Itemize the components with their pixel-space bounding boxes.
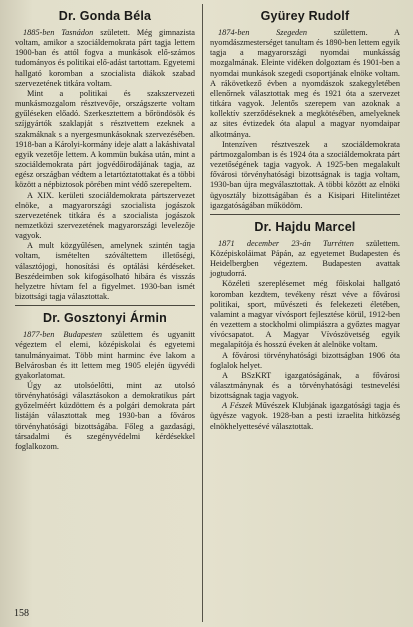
entry-name: Dr. Gonda Béla xyxy=(58,9,152,23)
entry-paragraph: A mult közgyűlésen, amelynek szintén tagja voltam, ismételten szóváltettem illetőségi, választójogi, honosítási és optálási kérdéseket. Beszédeimben sok kifogásolható hibára és visszás helyzetre hívtam fel a figyelmet. 1930-ban ismét bizottsági tagja választottak. xyxy=(15,241,195,302)
right-column xyxy=(210,6,400,432)
entry-paragraph: Mint a politikai és szakszervezeti munkásmozgalom résztvevője, országszerte voltam gyűléseken előadó. Szerkesztettem a bőröndösök és szíjgyártók szaklapját s résztvettem ezeknek a szakmáknak s a nyergesmunkásoknak szervezésében. 1918-ban a Károlyi-kormány ideje alatt a lakáshivatal egyik vezetője lettem. A kommün bukása után, mint a szociáldemokrata párt jogvédőirodájának tagja, az egész országban védtem a letartóztatottakat és a többi között a népbiztosok pörében mint védő szerepeltem. xyxy=(15,88,195,190)
left-column xyxy=(15,6,195,452)
birth-place-italic: 1877-ben Budapesten xyxy=(23,330,103,340)
entry-paragraph: A fővárosi törvényhatósági bizottságban 1906 óta foglalok helyet. xyxy=(210,350,400,370)
paragraph-text: született. Még gimnazista voltam, amikor a szociáldemokrata párt tagja lettem 1900-ban és attól fogva a munkások elő-számos tudományos és politikai elő-adást tartottam. Egyetemi hallgató koromban a szocialista diákok szabad szervezetének titkára voltam. xyxy=(15,28,195,88)
page-number: 158 xyxy=(14,608,29,619)
paragraph-text: születtem és ugyanitt végeztem el elemi, középiskolai és egyetemi tanulmányaimat. Több mint harminc éve lakom a Belvárosban és itt lettem meg 1905 elején ügyvédi gyakorlatomat. xyxy=(15,330,195,380)
entry-name: Dr. Hajdu Marcel xyxy=(254,219,356,234)
entry-gonda-bela xyxy=(15,8,195,302)
entry-paragraph: Intenzíven résztveszek a szociáldemokrata pártmozgalomban is és 1924 óta a szociáldemokrata párt vezetőségének tagja vagyok. A 1925-ben megalakult fővárosi törvényhatósági bizottságnak is tagja voltam, 1930-ban újra megválasztottak. A többi között az elnöki ügyosztály bizottságában és a Kisipari Hitelintézet igazgatóságában működöm. xyxy=(210,139,400,210)
entry-paragraph xyxy=(15,28,195,89)
paragraph-text: születtem. A nyomdászmesterséget tanultam és 1890-ben lettem egyik tagja a magyarországi nyomdai munkásság mozgalmának. Eleinte vidéken dolgoztam és 1901-ben a nyomdai munkások szegedi csoportjának elnöke voltam. A rákövetkező évben a nyomdászok szakegyletében ellenőrnek választottak meg és 1921 óta a szervezet titkára vagyok. Jelentős szerepem van azoknak a kollektív szerződéseknek a megkötésében, amelyeknek az sites évtizedek óta alapul a magyar nyomdaipar alkotmánya. xyxy=(210,28,400,139)
entry-paragraph: Közéleti szereplésemet még főiskolai hallgató koromban kezdtem, tevékeny részt véve a fővárosi politikai, sport, művészeti és felekezeti életében, valamint a magyar vívósport fejlesztése körül, 1912-ben én vezettem a stockholmi olimpiászra a győztes magyar vívócsapatot. A Magyar Vívószövetség egyik megalapítója és hosszú éveken át alelnöke voltam. xyxy=(210,279,400,350)
entry-paragraph xyxy=(210,401,400,431)
entry-name: Gyürey Rudolf xyxy=(260,9,350,23)
birth-place-italic: 1871 december 23-án Turrétten xyxy=(218,238,354,248)
entry-gyurey-rudolf xyxy=(210,8,400,211)
birth-place-italic: 1874-ben Szegeden xyxy=(218,28,307,37)
paragraph-text: Művészek Klubjának igazgatósági tagja és ügyésze vagyok. 1928-ban a pesti izraelita hitközség elnökhelyettesévé választottak. xyxy=(210,401,400,431)
entry-paragraph xyxy=(15,330,195,381)
section-divider xyxy=(15,305,195,306)
paragraph-text: születtem. Középiskoláimat Pápán, az egyetemet Budapesten és Heidelbergben végeztem. Budapesten avattak jogtudorrá. xyxy=(210,238,400,279)
entry-paragraph xyxy=(210,28,400,140)
section-divider xyxy=(210,214,400,215)
entry-name: Dr. Gosztonyi Ármin xyxy=(43,311,167,326)
entry-hajdu-marcel xyxy=(210,219,400,432)
birth-place-italic: 1885-ben Tasnádon xyxy=(23,28,94,37)
entry-paragraph: A BSzKRT igazgatóságának, a fővárosi választmánynak és a törvényhatósági testnevelési bizottságnak tagja vagyok. xyxy=(210,370,400,401)
club-name-italic: A Fészek xyxy=(222,401,253,411)
entry-paragraph: A XIX. kerületi szociáldemokrata pártszervezet elnöke, a magyarországi szocialista jogászok szervezetének titkára és a szocialista jogászok nemzetközi szervezetének magyarországi levelezője vagyok. xyxy=(15,190,195,241)
column-divider xyxy=(202,4,203,622)
entry-paragraph: Úgy az utolsóelőtti, mint az utolsó törvényhatósági választásokon a demokratikus párt győzelméért küzdöttem és a polgári demokrata párt listáján választottak meg 1930-ban a főváros törvényhatósági bizottságába. Főleg a gazdasági, társadalmi és szegényvédelmi kérdésekkel foglalkozom. xyxy=(15,381,195,451)
entry-gosztonyi-armin xyxy=(15,310,195,452)
entry-paragraph xyxy=(210,239,400,280)
